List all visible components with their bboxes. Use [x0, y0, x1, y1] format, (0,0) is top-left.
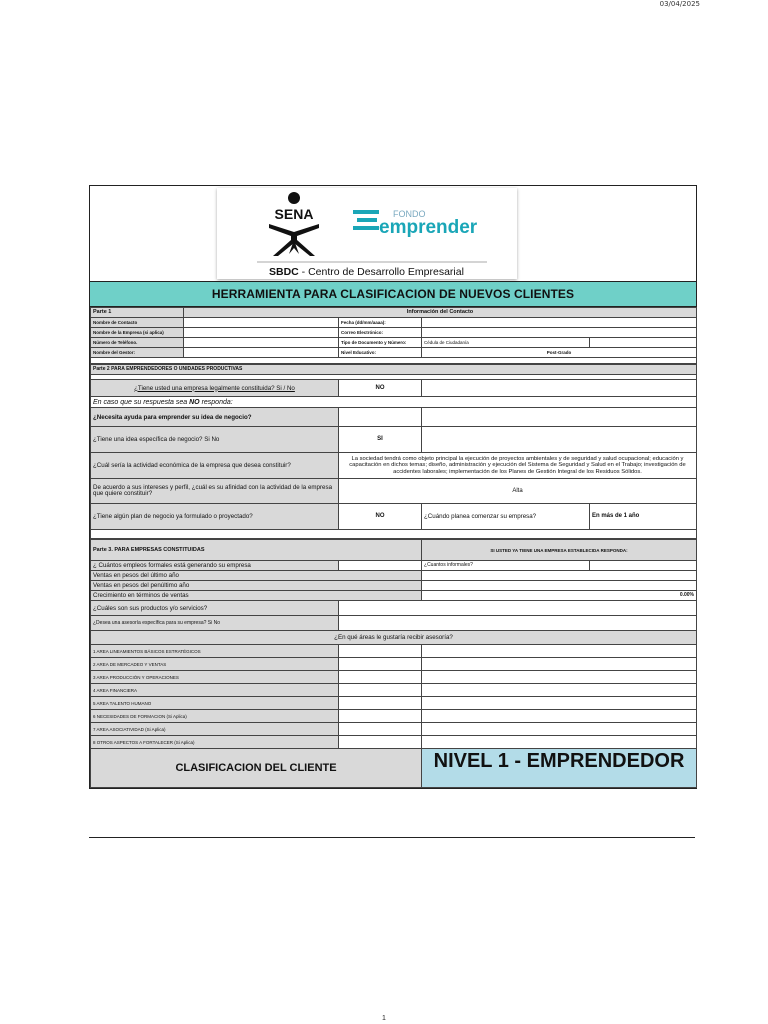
area-3-field[interactable] [339, 671, 422, 684]
area-2-field[interactable] [339, 658, 422, 671]
emprender-text: emprender [379, 217, 478, 238]
print-date: 03/04/2025 [659, 0, 700, 8]
sena-logo-icon [217, 188, 517, 279]
logo-area [90, 186, 696, 282]
area-row-6: 6 NECESIDADES DE FORMACION (Si Aplica) [91, 710, 339, 723]
areas-question: ¿En qué áreas le gustaría recibir asesoría? [91, 631, 697, 645]
idea-question: ¿Tiene una idea específica de negocio? Si No [91, 427, 339, 453]
contact-name-field[interactable] [184, 318, 339, 328]
area-1-field[interactable] [339, 645, 422, 658]
sales-last-year-label: Ventas en pesos del último año [91, 571, 422, 581]
help-answer[interactable] [339, 408, 422, 427]
date-field[interactable] [422, 318, 697, 328]
help-extra [422, 408, 697, 427]
area-8-notes[interactable] [422, 736, 697, 749]
help-question: ¿Necesita ayuda para emprender su idea de negocio? [91, 408, 339, 427]
formal-jobs-question: ¿ Cuántos empleos formales está generando su empresa [91, 561, 339, 571]
spacer [91, 358, 697, 364]
sbdc-subtitle: - Centro de Desarrollo Empresarial [298, 266, 464, 278]
sena-wordmark: SENA [274, 206, 314, 222]
sales-prev-year-label: Ventas en pesos del penúltimo año [91, 581, 422, 591]
legal-answer[interactable]: NO [339, 380, 422, 397]
sales-last-year-field[interactable] [422, 571, 697, 581]
education-label: Nivel Educativo: [339, 348, 422, 358]
company-name-label: Nombre de la Empresa (si aplica) [91, 328, 184, 338]
area-3-notes[interactable] [422, 671, 697, 684]
svg-text:SBDC - Centro de Desarrollo Em [269, 266, 464, 278]
idea-answer[interactable]: SI [339, 427, 422, 453]
area-7-field[interactable] [339, 723, 422, 736]
area-2-notes[interactable] [422, 658, 697, 671]
area-row-2: 2 AREA DE MERCADEO Y VENTAS [91, 658, 339, 671]
area-row-3: 3 AREA PRODUCCIÓN Y OPERACIONES [91, 671, 339, 684]
part2-table [90, 364, 697, 539]
area-5-field[interactable] [339, 697, 422, 710]
classification-level: NIVEL 1 - EMPRENDEDOR [422, 749, 697, 788]
email-field[interactable] [422, 328, 697, 338]
part1-heading: Información del Contacto [184, 308, 697, 318]
manager-field[interactable] [184, 348, 339, 358]
phone-label: Número de Teléfono. [91, 338, 184, 348]
sales-prev-year-field[interactable] [422, 581, 697, 591]
contact-name-label: Nombre de Contacto [91, 318, 184, 328]
idea-extra [422, 427, 697, 453]
area-6-notes[interactable] [422, 710, 697, 723]
legal-question: ¿Tiene usted una empresa legalmente constituida? Si / No [91, 380, 339, 397]
classification-form [89, 185, 697, 789]
plan-answer[interactable]: NO [339, 504, 422, 530]
document-label: Tipo de Documento y Número: [339, 338, 422, 348]
part2-label: Parte 2 PARA EMPRENDEDORES O UNIDADES PRODUCTIVAS [91, 365, 697, 375]
legal-extra [422, 380, 697, 397]
part3-right-heading: SI USTED YA TIENE UNA EMPRESA ESTABLECIDA RESPONDA: [422, 540, 697, 561]
manager-label: Nombre del Gestor: [91, 348, 184, 358]
date-label: Fecha (dd/mm/aaaa): [339, 318, 422, 328]
specific-advice-field[interactable] [339, 616, 697, 631]
area-1-notes[interactable] [422, 645, 697, 658]
area-4-notes[interactable] [422, 684, 697, 697]
page-number: 1 [382, 1015, 386, 1022]
plan-question: ¿Tiene algún plan de negocio ya formulado o proyectado? [91, 504, 339, 530]
education-field[interactable]: Post-Grado [422, 348, 697, 358]
area-row-7: 7 AREA ASOCIATIVIDAD (Si Aplica) [91, 723, 339, 736]
phone-field[interactable] [184, 338, 339, 348]
area-5-notes[interactable] [422, 697, 697, 710]
affinity-answer[interactable]: Alta [339, 479, 697, 504]
area-6-field[interactable] [339, 710, 422, 723]
products-question: ¿Cuáles son sus productos y/o servicios? [91, 601, 339, 616]
part1-label: Parte 1 [91, 308, 184, 318]
fondo-text: FONDO [393, 209, 426, 219]
sales-growth-value: 0.00% [422, 591, 697, 601]
affinity-question: De acuerdo a sus intereses y perfil, ¿cuál es su afinidad con la actividad de la empresa que quiere constituir? [91, 479, 339, 504]
classification-label: CLASIFICACION DEL CLIENTE [91, 749, 422, 788]
area-row-1: 1 AREA LINEAMIENTOS BÁSICOS ESTRATÉGICOS [91, 645, 339, 658]
area-4-field[interactable] [339, 684, 422, 697]
area-7-notes[interactable] [422, 723, 697, 736]
form-title: HERRAMIENTA PARA CLASIFICACION DE NUEVOS CLIENTES [90, 282, 696, 307]
formal-jobs-field[interactable] [339, 561, 422, 571]
informal-jobs-question: ¿Cuantos informales? [422, 561, 590, 571]
part3-table [90, 539, 697, 788]
activity-question: ¿Cuál sería la actividad económica de la empresa que desea constituir? [91, 453, 339, 479]
no-answer-note: En caso que su respuesta sea NO responda: [91, 397, 697, 408]
document-number-field[interactable] [590, 338, 697, 348]
sales-growth-label: Crecimiento en términos de ventas [91, 591, 422, 601]
logo-banner [217, 188, 517, 279]
specific-advice-question: ¿Desea una asesoría específica para su empresa? Si No [91, 616, 339, 631]
area-row-4: 4 AREA FINANCIERA [91, 684, 339, 697]
document-type-field[interactable]: Cédula de Ciudadanía [422, 338, 590, 348]
spacer [91, 530, 697, 539]
products-field[interactable] [339, 601, 697, 616]
sbdc-text: SBDC [269, 266, 299, 278]
activity-answer[interactable]: La sociedad tendrá como objeto principal la ejecución de proyectos ambientales y de seguridad y salud ocupacional; educación y capacitación en dichos temas; diseño, administración y ejecución del Sistema de Seguridad y Salud en el Trabajo; investigación de accidentes laborales; implementación de los Planes de Gestión Integral de los Residuos Sólidos. [339, 453, 697, 479]
company-name-field[interactable] [184, 328, 339, 338]
area-8-field[interactable] [339, 736, 422, 749]
footer-rule [89, 837, 695, 838]
part1-table [90, 307, 697, 364]
informal-jobs-field[interactable] [590, 561, 697, 571]
area-row-8: 8 OTROS ASPECTOS A FORTALECER (Si Aplica) [91, 736, 339, 749]
email-label: Correo Electrónico: [339, 328, 422, 338]
area-row-5: 5 AREA TALENTO HUMANO [91, 697, 339, 710]
start-answer[interactable]: En más de 1 año [590, 504, 697, 530]
start-question: ¿Cuándo planea comenzar su empresa? [422, 504, 590, 530]
part3-label: Parte 3. PARA EMPRESAS CONSTITUIDAS [91, 540, 422, 561]
